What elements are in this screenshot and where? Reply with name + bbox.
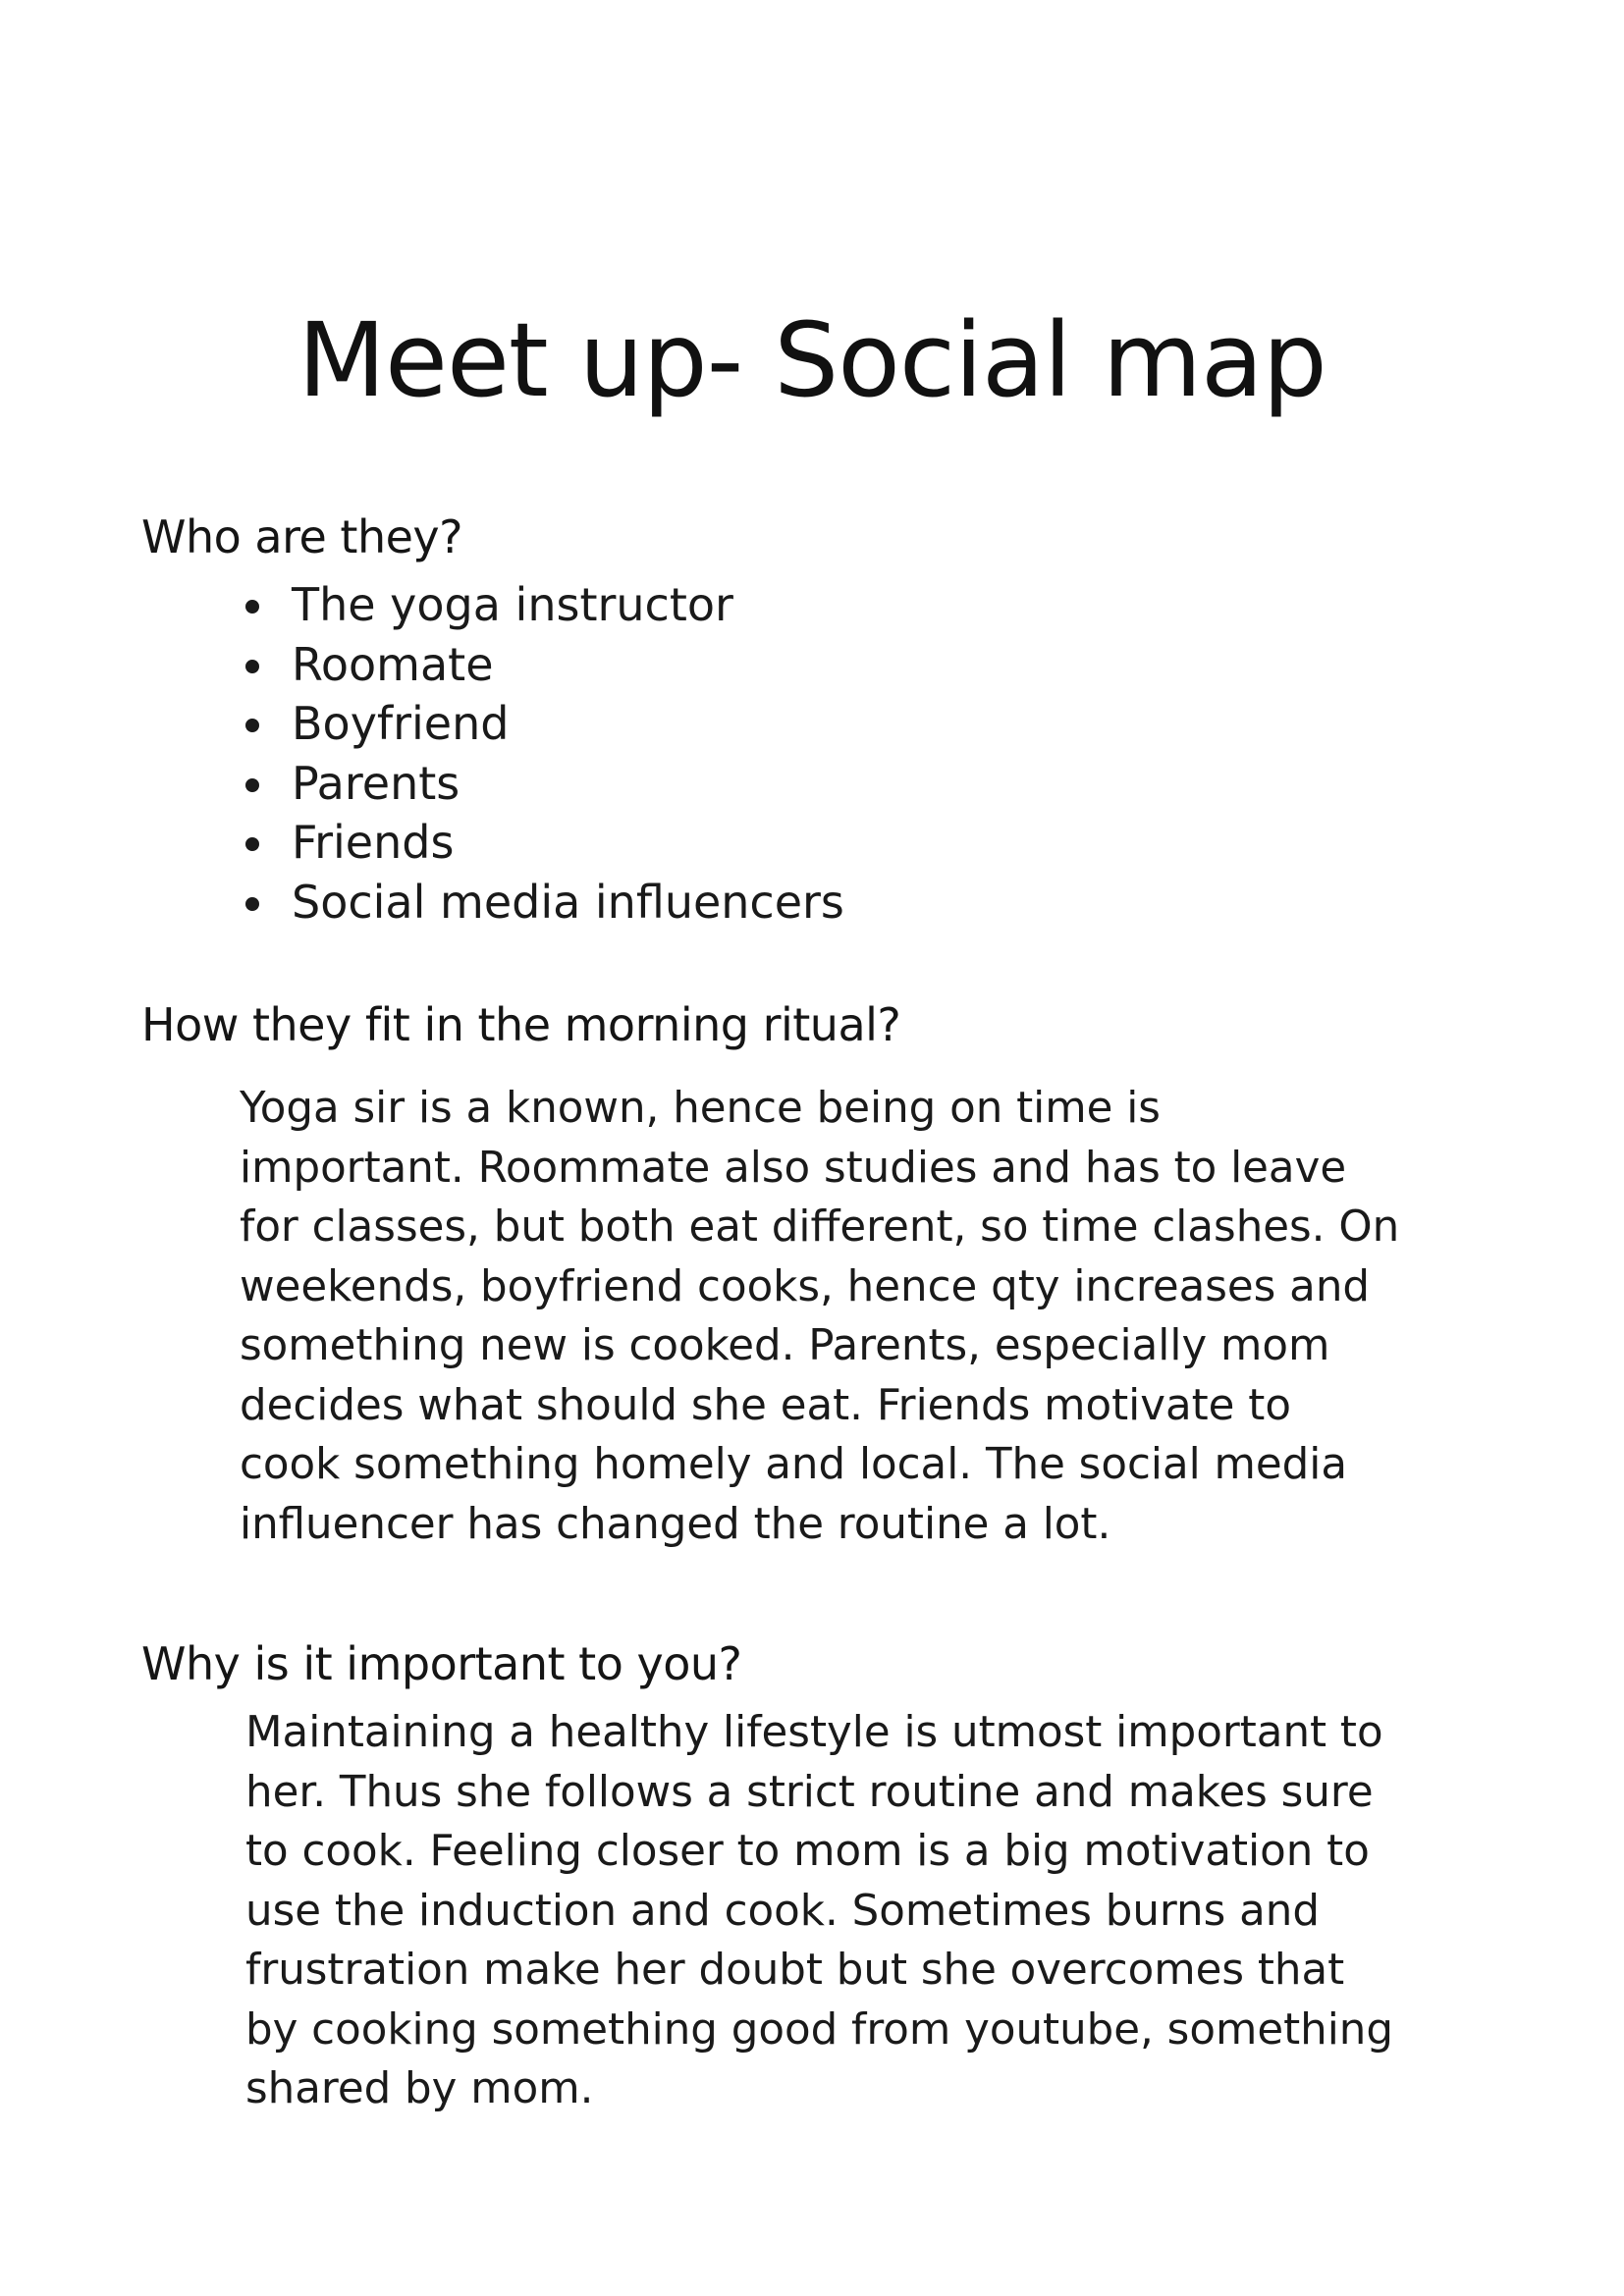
section-heading-how: How they fit in the morning ritual? [141,998,901,1051]
list-item-label: Friends [292,816,455,869]
list-item [245,813,844,873]
paragraph-line: by cooking something good from youtube, something [245,2004,1393,2055]
bullet-icon [245,778,259,792]
list-item-label: The yoga instructor [292,578,733,631]
list-item [245,873,844,933]
bullet-icon [245,837,259,851]
list-item-label: Roomate [292,637,494,691]
who-list [245,575,844,932]
bullet-icon [245,660,259,673]
paragraph-line: to cook. Feeling closer to mom is a big motivation to [245,1827,1370,1876]
paragraph-line: important. Roommate also studies and has to leave [240,1143,1347,1193]
paragraph-line: cook something homely and local. The social media [240,1440,1348,1489]
section-heading-why: Why is it important to you? [141,1637,742,1690]
list-item [245,635,844,695]
paragraph-why [245,1703,1393,2119]
paragraph-line: frustration make her doubt but she overcomes that [245,1946,1345,1995]
paragraph-line: decides what should she eat. Friends motivate to [240,1380,1291,1430]
paragraph-line: Maintaining a healthy lifestyle is utmost important to [245,1708,1383,1757]
list-item [245,754,844,814]
paragraph-line: her. Thus she follows a strict routine and makes sure [245,1767,1374,1817]
paragraph-how [240,1079,1399,1554]
paragraph-line: weekends, boyfriend cooks, hence qty increases and [240,1261,1371,1311]
paragraph-line: use the induction and cook. Sometimes burns and [245,1886,1320,1936]
list-item-label: Social media influencers [292,875,844,929]
paragraph-line: Yoga sir is a known, hence being on time is [240,1084,1161,1133]
section-heading-who: Who are they? [141,510,463,563]
bullet-icon [245,600,259,614]
list-item-label: Parents [292,756,460,810]
page-title: Meet up- Social map [298,300,1326,420]
list-item [245,575,844,635]
list-item-label: Boyfriend [292,697,510,750]
bullet-icon [245,719,259,732]
bullet-icon [245,897,259,911]
paragraph-line: influencer has changed the routine a lot. [240,1499,1111,1549]
list-item [245,694,844,754]
paragraph-line: for classes, but both eat different, so time clashes. On [240,1202,1400,1252]
paragraph-line: shared by mom. [245,2064,594,2113]
paragraph-line: something new is cooked. Parents, especially mom [240,1321,1330,1370]
